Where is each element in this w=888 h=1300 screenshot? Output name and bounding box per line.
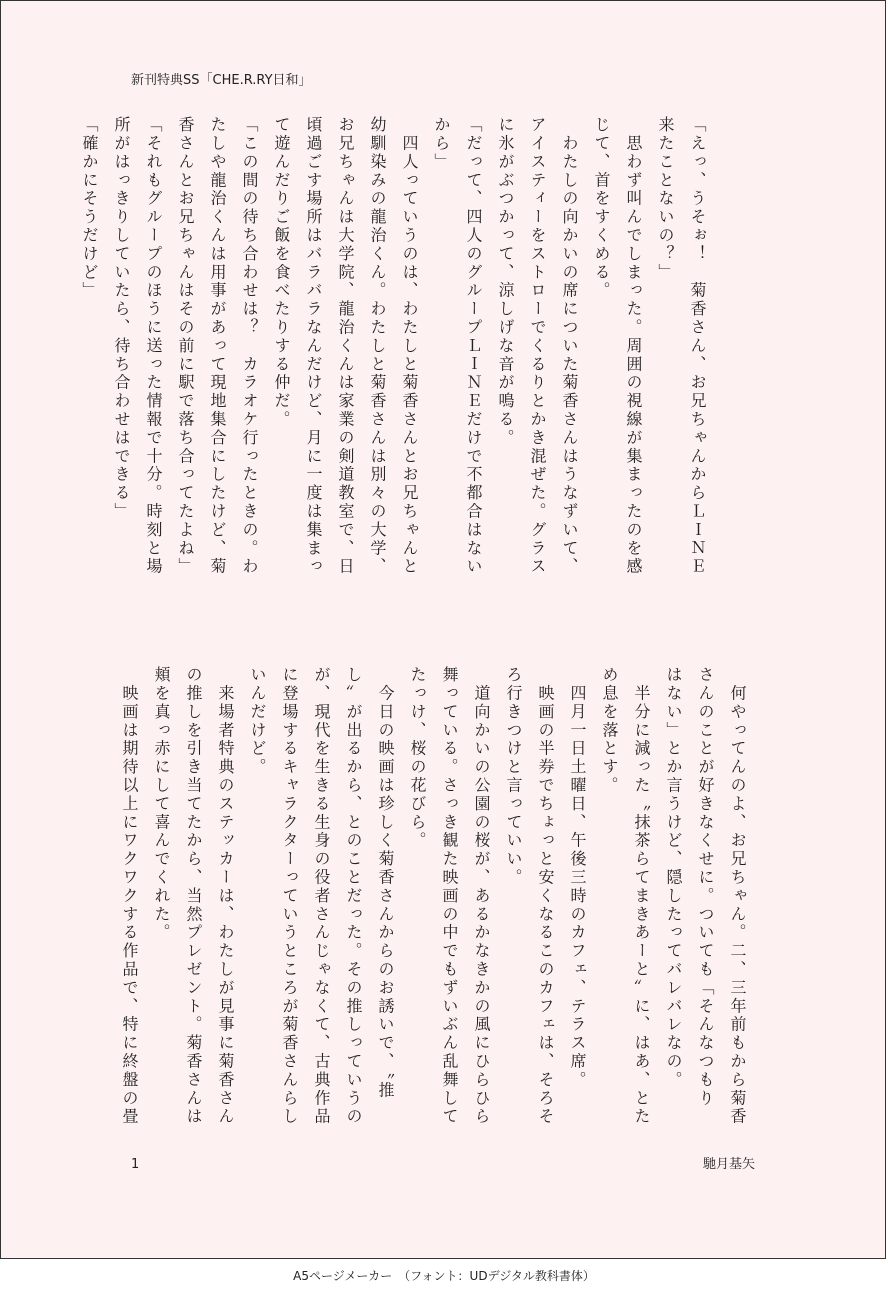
text-line: め息を落とす。: [600, 666, 619, 795]
text-line: たしや龍治くんは用事があって現地集合にしたけど、菊: [208, 116, 227, 576]
text-line: 映画の半券でちょっと安くなるこのカフェは、そろそ: [536, 666, 555, 1126]
text-line: 来たことないの？」: [656, 116, 675, 282]
author-name: 馳月基矢: [702, 1157, 755, 1172]
text-line: 幼馴染みの龍治くん。わたしと菊香さんは別々の大学、: [368, 116, 387, 576]
text-line: 頃過ごす場所はバラバラなんだけど、月に一度は集まっ: [304, 116, 323, 576]
text-line: たっけ、桜の花びら。: [408, 666, 427, 850]
text-line: ろ行きつけと言っていい。: [504, 666, 523, 887]
text-line: から」: [432, 116, 451, 172]
text-line: し〟が出るから、とのことだった。その推しっていうの: [344, 666, 363, 1126]
page-header-title: 新刊特典SS「CHE.R.RY日和」: [131, 73, 312, 88]
text-line: 四人っていうのは、わたしと菊香さんとお兄ちゃんと: [400, 116, 419, 576]
text-line: 所がはっきりしていたら、待ち合わせはできる」: [112, 116, 131, 521]
text-line: 思わず叫んでしまった。周囲の視線が集まったのを感: [624, 116, 643, 576]
text-block-bottom: [120, 666, 753, 1136]
page-number: 1: [131, 1157, 140, 1172]
text-line: 「えっ、うそぉ！ 菊香さん、お兄ちゃんからＬＩＮＥ: [688, 116, 707, 576]
text-line: に登場するキャラクターっていうところが菊香さんらし: [280, 666, 299, 1126]
text-line: て遊んだりご飯を食べたりする仲だ。: [272, 116, 291, 429]
text-line: が、現代を生きる生身の役者さんじゃなくて、古典作品: [312, 666, 331, 1126]
text-line: 「確かにそうだけど」: [80, 116, 99, 300]
text-line: 今日の映画は珍しく菊香さんからのお誘いで、〝推: [376, 666, 395, 1100]
text-line: 舞っている。さっき観た映画の中でもずいぶん乱舞して: [440, 666, 459, 1126]
text-line: いんだけど。: [248, 666, 267, 777]
text-line: 「それもグループのほうに送った情報で十分。時刻と場: [144, 116, 163, 576]
text-line: さんのことが好きなくせに。ついても「そんなつもり: [696, 666, 715, 1108]
text-line: アイスティーをストローでくるりとかき混ぜた。グラス: [528, 116, 547, 576]
text-line: じて、首をすくめる。: [592, 116, 611, 300]
text-line: 「だって、四人のグループＬＩＮＥだけで不都合はない: [464, 116, 483, 576]
text-line: 映画は期待以上にワクワクする作品で、特に終盤の畳: [120, 666, 139, 1126]
text-line: お兄ちゃんは大学院、龍治くんは家業の剣道教室で、日: [336, 116, 355, 576]
text-line: 半分に減った〝抹茶らてまきあーと〟に、はあ、とた: [632, 666, 651, 1126]
footer-caption: A5ページメーカー （フォント：UDデジタル教科書体）: [293, 1269, 595, 1283]
text-line: 頬を真っ赤にして喜んでくれた。: [152, 666, 171, 942]
text-line: 来場者特典のステッカーは、わたしが見事に菊香さん: [216, 666, 235, 1126]
text-line: 「この間の待ち合わせは？ カラオケ行ったときの。わ: [240, 116, 259, 576]
text-line: に氷がぶつかって、涼しげな音が鳴る。: [496, 116, 515, 448]
text-line: 道向かいの公園の桜が、あるかなきかの風にひらひら: [472, 666, 491, 1126]
text-line: 何やってんのよ、お兄ちゃん。二、三年前もから菊香: [728, 666, 747, 1126]
text-line: 香さんとお兄ちゃんはその前に駅で落ち合ってたよね」: [176, 116, 195, 576]
text-line: の推しを引き当てたから、当然プレゼント。菊香さんは: [184, 666, 203, 1126]
text-line: わたしの向かいの席についた菊香さんはうなずいて、: [560, 116, 579, 576]
text-block-top: [80, 116, 713, 631]
text-line: はない」とか言うけど、隠したってバレバレなの。: [664, 666, 683, 1090]
text-line: 四月一日土曜日、午後三時のカフェ、テラス席。: [568, 666, 587, 1090]
